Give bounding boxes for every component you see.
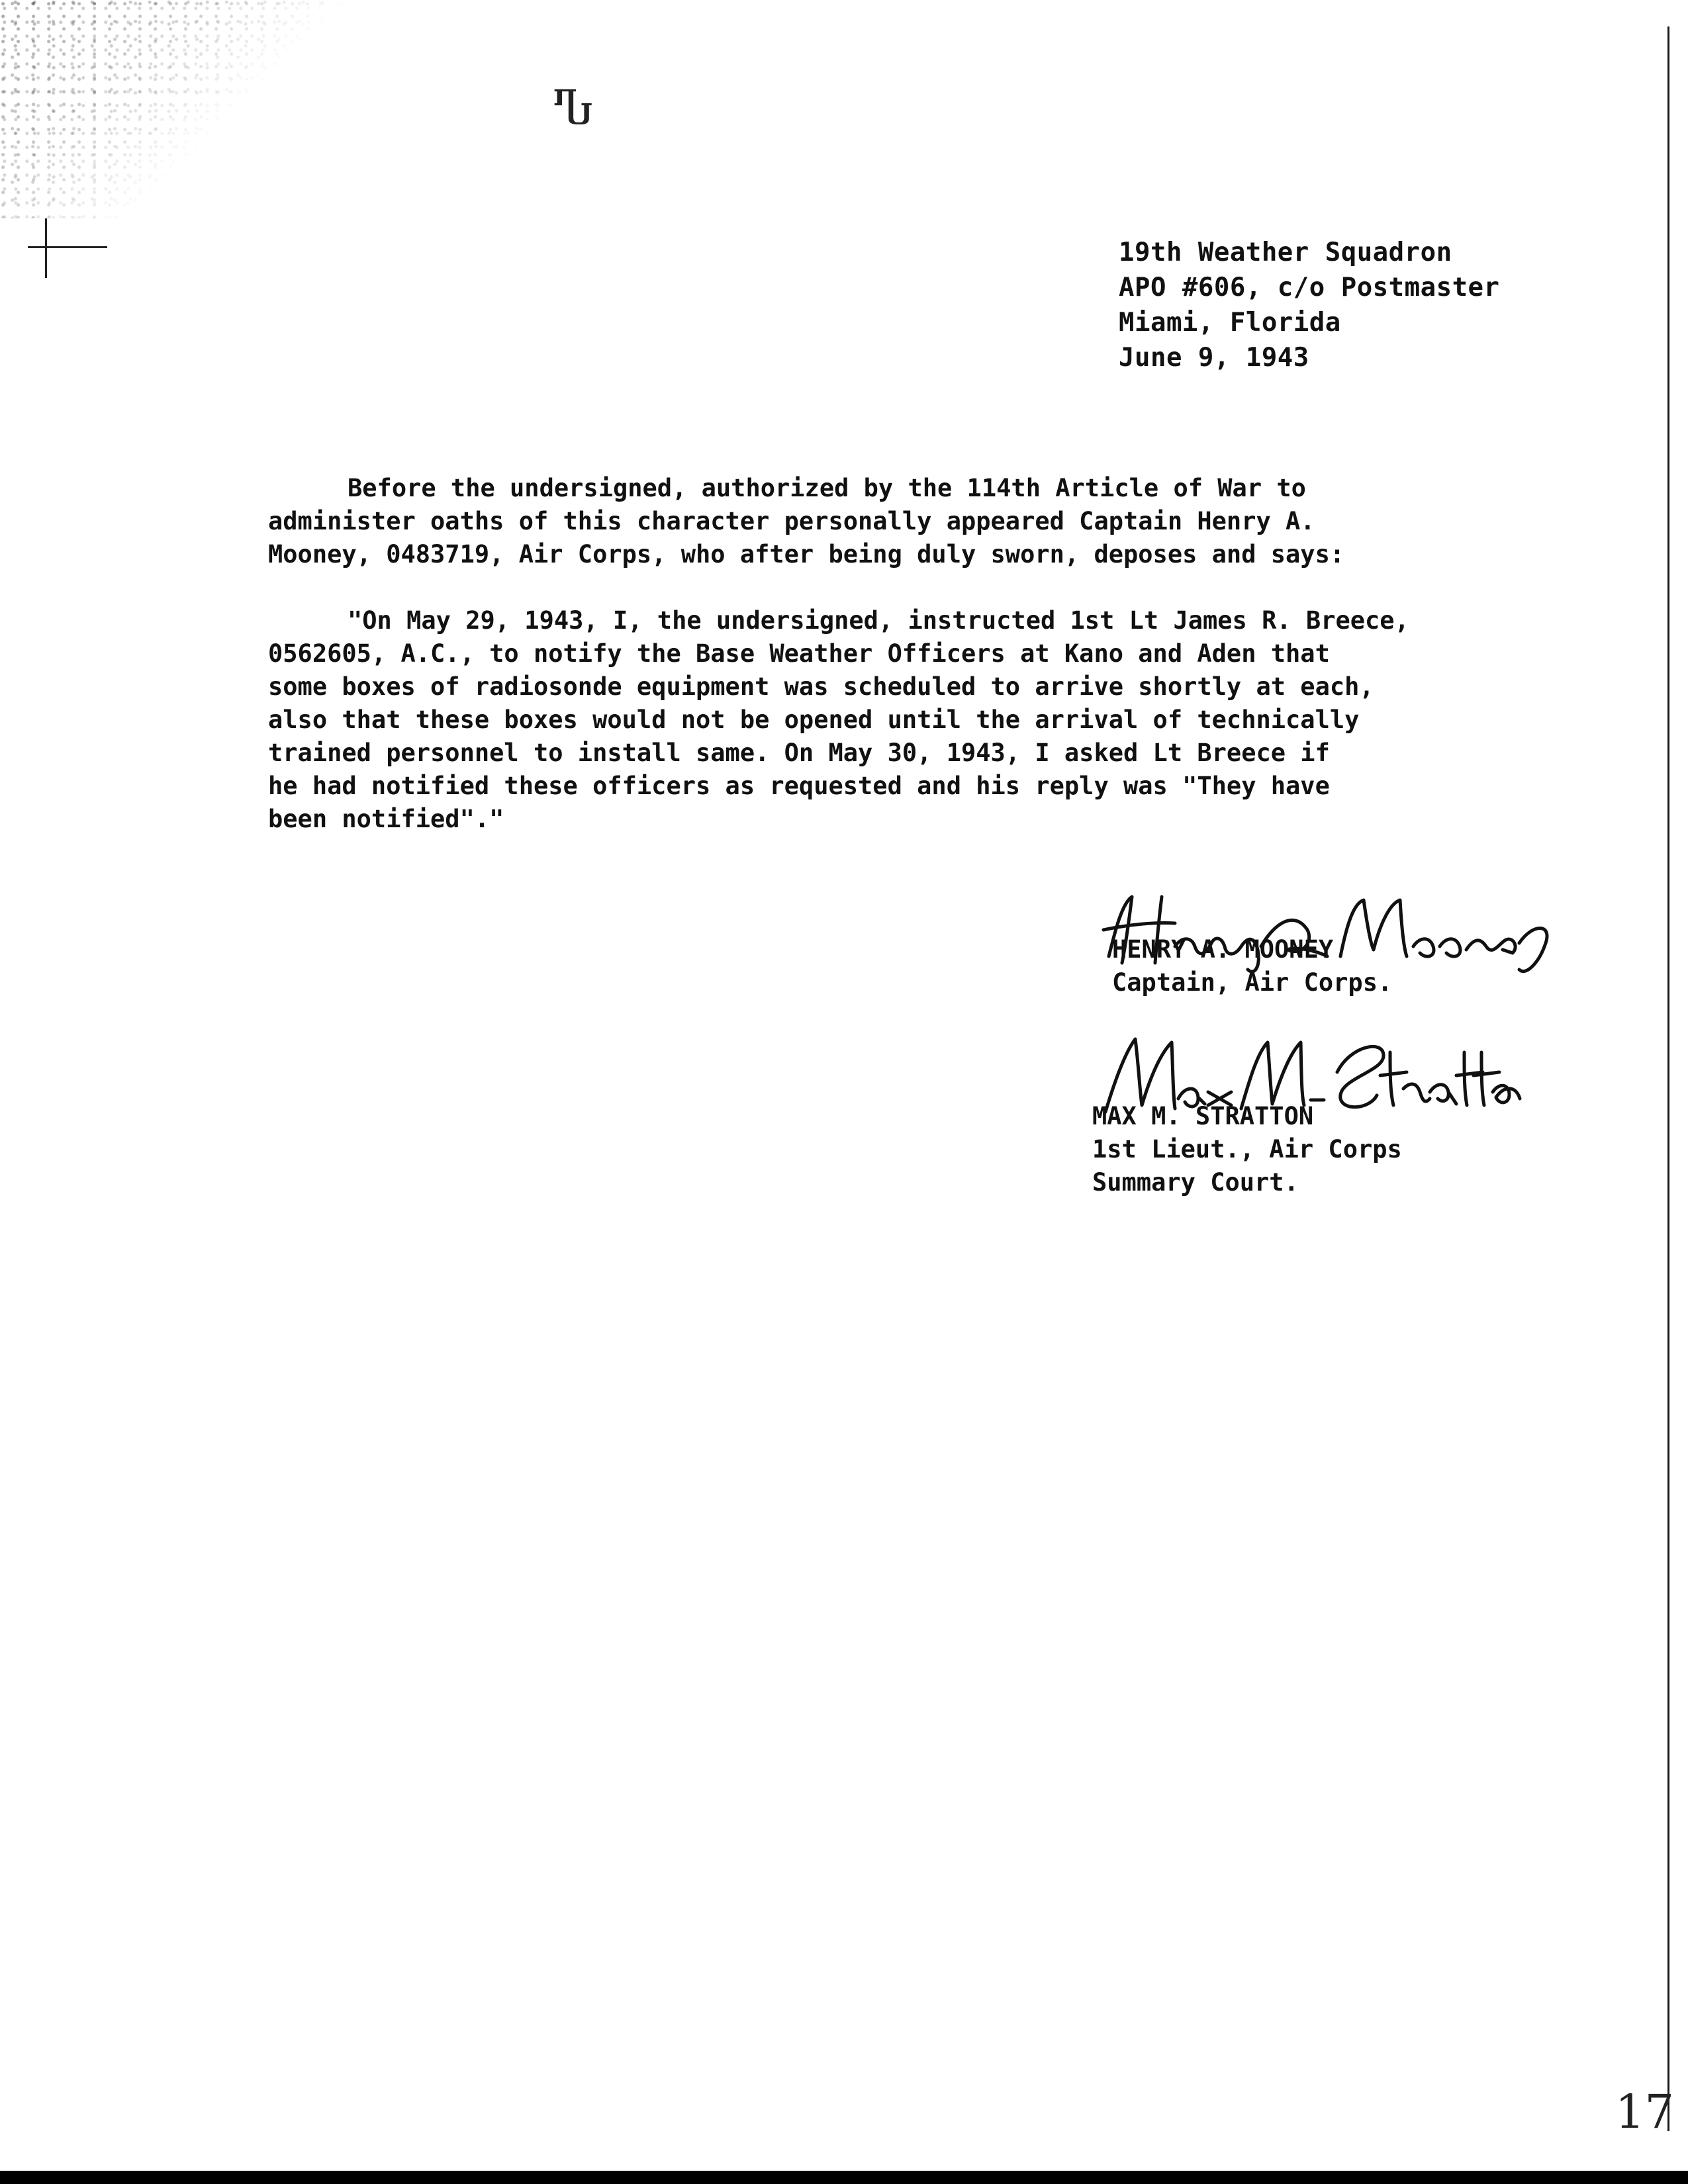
stray-pen-mark: Ⴠ: [553, 86, 594, 134]
letter-header: [1119, 235, 1500, 375]
apo-address: APO #606, c/o Postmaster: [1119, 273, 1500, 302]
paragraph-1-line: Before the undersigned, authorized by the 114th Article of War to: [348, 474, 1306, 502]
paragraph-1-line: Mooney, 0483719, Air Corps, who after being duly sworn, deposes and says:: [268, 540, 1345, 569]
scan-bottom-border: [0, 2171, 1688, 2184]
signer-name: HENRY A. MOONEY: [1112, 935, 1334, 964]
paragraph-2-line: "On May 29, 1943, I, the undersigned, instructed 1st Lt James R. Breece,: [348, 606, 1409, 635]
paragraph-2-line: he had notified these officers as requested and his reply was "They have: [268, 772, 1330, 800]
paragraph-spacer: [268, 571, 1519, 604]
scan-edge-line: [1667, 26, 1669, 2131]
paragraph-2-line: some boxes of radiosonde equipment was scheduled to arrive shortly at each,: [268, 672, 1374, 701]
scan-speckle: [0, 0, 344, 218]
letter-date: June 9, 1943: [1119, 343, 1309, 373]
bleed-through-text: [1152, 2028, 1166, 2057]
paragraph-2-line: also that these boxes would not be opened until the arrival of technically: [268, 705, 1360, 734]
affidavit-body: [268, 472, 1519, 836]
paragraph-2-line: been notified".": [268, 805, 504, 833]
registration-mark-horizontal: [28, 246, 107, 248]
paragraph-2-line: trained personnel to install same. On May 30, 1943, I asked Lt Breece if: [268, 739, 1330, 767]
registration-mark-vertical: [45, 218, 47, 278]
signature-henry-mooney: [1096, 884, 1559, 976]
paragraph-1-line: administer oaths of this character personally appeared Captain Henry A.: [268, 507, 1315, 535]
signer-role: Summary Court.: [1092, 1168, 1299, 1197]
signer-title: 1st Lieut., Air Corps: [1092, 1135, 1402, 1163]
signature-max-stratton: [1099, 1026, 1523, 1118]
signer-title: Captain, Air Corps.: [1112, 968, 1393, 997]
signer-name: MAX M. STRATTON: [1092, 1102, 1314, 1130]
page-corner-mark: 17: [1615, 2085, 1675, 2139]
city-state: Miami, Florida: [1119, 308, 1341, 338]
unit-name: 19th Weather Squadron: [1119, 238, 1452, 267]
paragraph-2-line: 0562605, A.C., to notify the Base Weather Officers at Kano and Aden that: [268, 639, 1330, 668]
